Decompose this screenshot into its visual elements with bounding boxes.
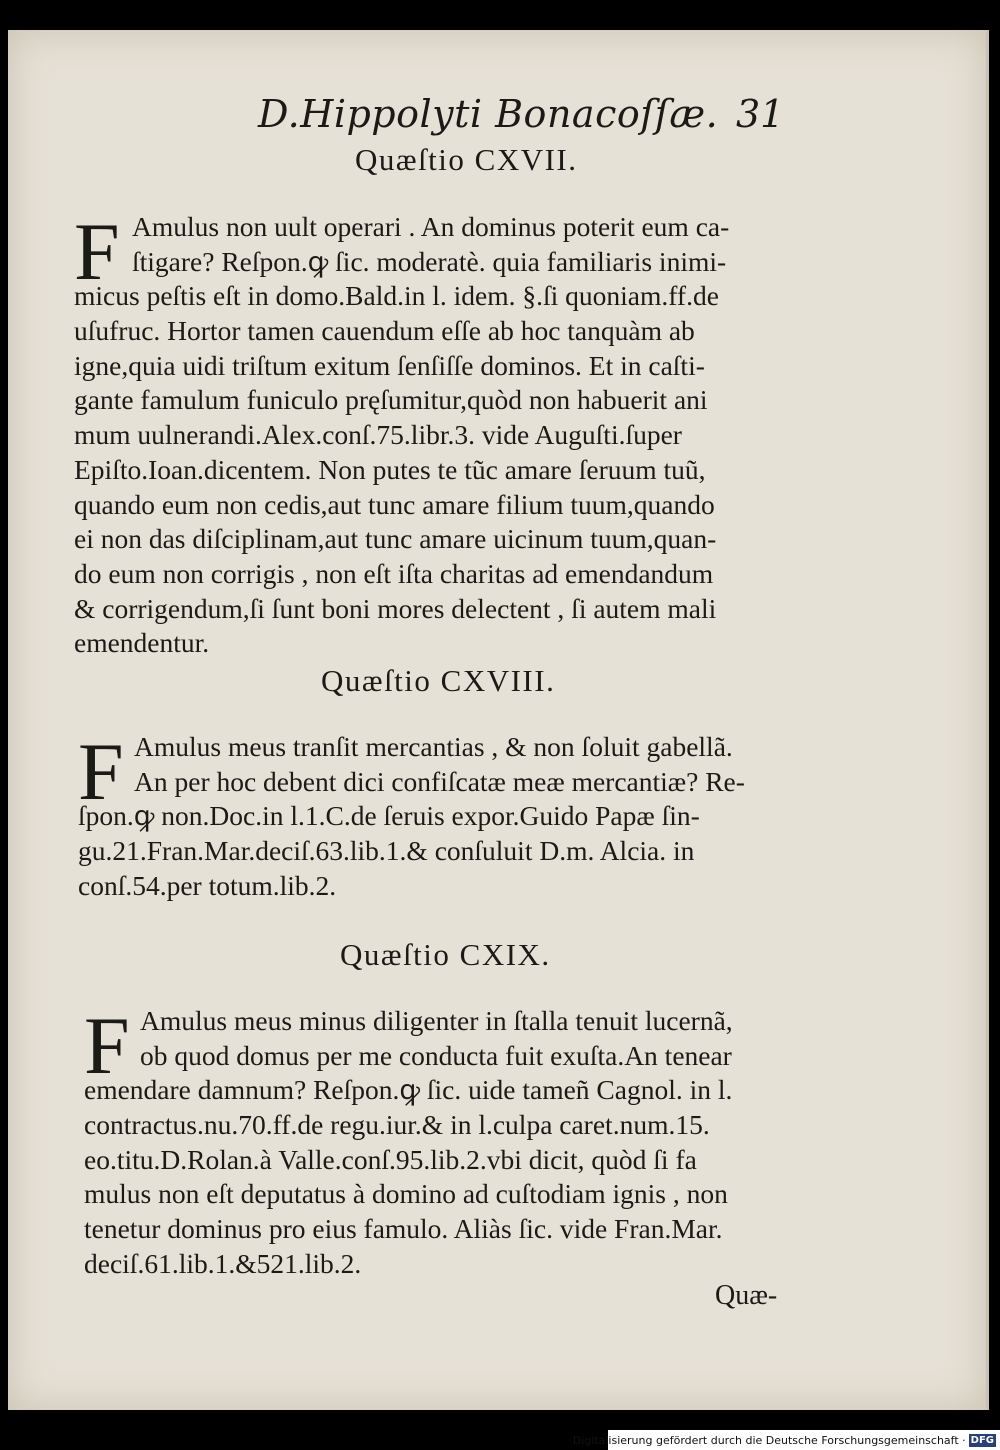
- page-number: 31: [736, 92, 785, 136]
- text-line: micus peſtis eſt in domo.Bald.in l. idem. §.ſi quoniam.ff.de: [74, 280, 719, 312]
- dropcap-117: F: [74, 206, 120, 297]
- text-line: contractus.nu.70.ff.de regu.iur.& in l.culpa caret.num.15.: [84, 1109, 710, 1141]
- catchword: Quæ-: [715, 1280, 778, 1311]
- text-line: Amulus meus tranſit mercantias , & non ſoluit gabellã.: [134, 731, 733, 762]
- running-title: D.Hippolyti Bonacoſſæ.: [258, 92, 719, 136]
- question-text-118: [78, 726, 838, 903]
- dropcap-119: F: [84, 1000, 130, 1091]
- digitization-credit: Digitalisierung gefördert durch die Deutsche Forschungsgemeinschaft ·: [572, 1433, 966, 1447]
- text-line: Amulus meus minus diligenter in ſtalla tenuit lucernã,: [140, 1005, 733, 1036]
- question-text-117: [74, 206, 834, 661]
- text-line: & corrigendum,ſi ſunt boni mores delectent , ſi autem mali: [74, 592, 717, 624]
- text-line: mulus non eſt deputatus à domino ad cuſtodiam ignis , non: [84, 1178, 728, 1210]
- text-line: Amulus non uult operari . An dominus poterit eum ca-: [132, 211, 730, 242]
- text-line: emendare damnum? Reſpon.ꝙ ſic. uide tameñ Cagnol. in l.: [84, 1074, 733, 1106]
- text-line: quando eum non cedis,aut tunc amare filium tuum,quando: [74, 488, 715, 520]
- text-line: emendentur.: [74, 627, 210, 659]
- text-line: An per hoc debent dici confiſcatæ meæ mercantiæ? Re-: [134, 765, 745, 797]
- text-line: conſ.54.per totum.lib.2.: [78, 869, 337, 901]
- dfg-logo-icon: DFG: [970, 1434, 994, 1446]
- question-heading-117: Quæſtio CXVII.: [355, 142, 578, 177]
- dropcap-118: F: [78, 726, 124, 817]
- text-line: mum uulnerandi.Alex.conſ.75.libr.3. vide Auguſti.ſuper: [74, 419, 682, 451]
- text-line: igne,quia uidi triſtum exitum ſenſiſſe dominos. Et in caſti-: [74, 349, 705, 381]
- question-heading-118: Quæſtio CXVIII.: [321, 663, 556, 698]
- question-heading-119: Quæſtio CXIX.: [340, 937, 551, 972]
- book-page: [8, 30, 989, 1410]
- text-line: gante famulum funiculo pręſumitur,quòd non habuerit ani: [74, 384, 708, 416]
- text-line: do eum non corrigis , non eſt iſta charitas ad emendandum: [74, 557, 714, 589]
- text-line: ei non das diſciplinam,aut tunc amare uicinum tuum,quan-: [74, 523, 717, 555]
- question-text-119: [84, 1000, 844, 1282]
- text-line: deciſ.61.lib.1.&521.lib.2.: [84, 1247, 362, 1279]
- text-line: ſtigare? Reſpon.ꝙ ſic. moderatè. quia familiaris inimi-: [132, 245, 727, 277]
- digitization-credit-bar: [572, 1430, 1000, 1450]
- text-line: ob quod domus per me conducta fuit exuſta.An tenear: [140, 1039, 732, 1071]
- text-line: Epiſto.Ioan.dicentem. Non putes te tũc amare ſeruum tuũ,: [74, 453, 706, 485]
- text-line: eo.titu.D.Rolan.à Valle.conſ.95.lib.2.vbi dicit, quòd ſi fa: [84, 1143, 697, 1175]
- text-line: gu.21.Fran.Mar.deciſ.63.lib.1.& conſuluit D.m. Alcia. in: [78, 835, 695, 867]
- text-line: ſpon.ꝙ non.Doc.in l.1.C.de ſeruis expor.Guido Papæ ſin-: [78, 800, 700, 832]
- text-line: tenetur dominus pro eius famulo. Aliàs ſic. vide Fran.Mar.: [84, 1213, 723, 1245]
- text-line: uſufruc. Hortor tamen cauendum eſſe ab hoc tanquàm ab: [74, 315, 695, 347]
